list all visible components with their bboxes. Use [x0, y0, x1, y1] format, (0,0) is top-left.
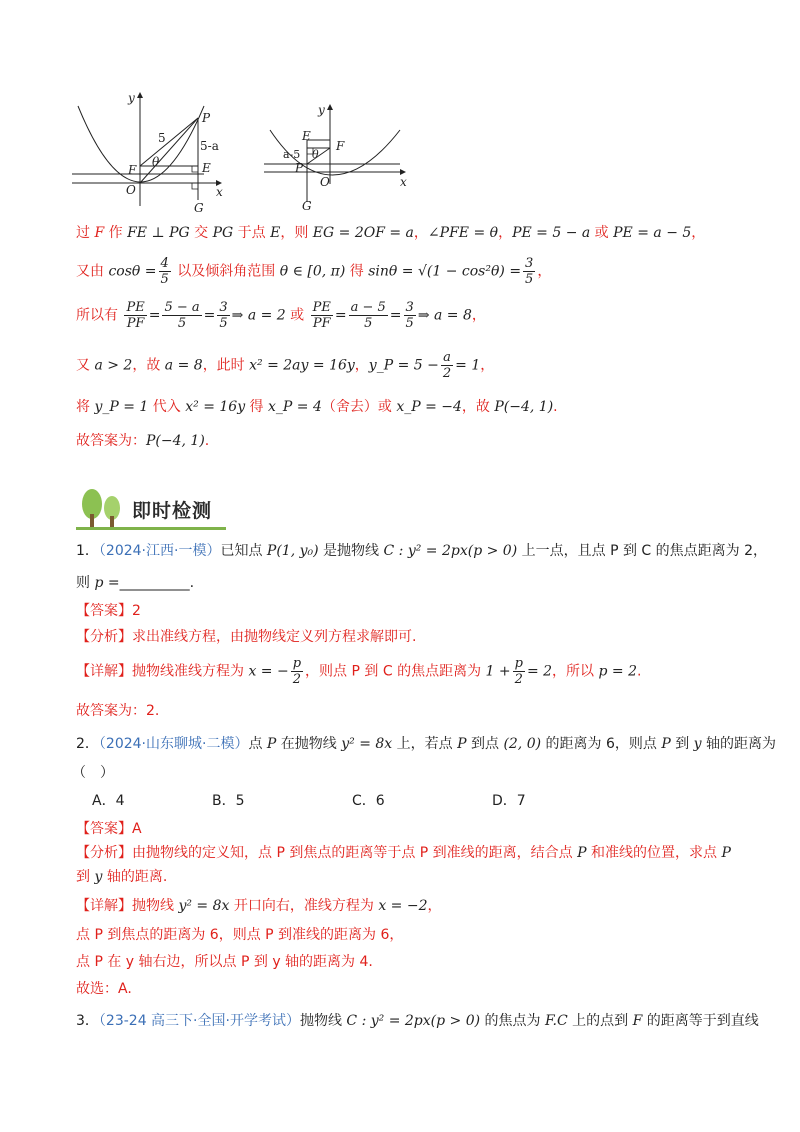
denominator: 5 [525, 272, 534, 287]
q2-detail [76, 895, 442, 915]
math: θ ∈ [0, π) [279, 263, 346, 280]
math: = [334, 307, 347, 324]
math: PG [212, 225, 234, 241]
text: （舍去）或 [321, 399, 397, 415]
text: ， [427, 898, 442, 914]
math: ⇒ a = 2 [231, 307, 286, 324]
fraction [513, 656, 525, 687]
text: 上一点，且点 P 到 C 的焦点距离为 2， [517, 543, 767, 559]
math: x = −2 [378, 898, 428, 914]
math: y² = 8x [178, 898, 230, 914]
text: 又由 [76, 263, 109, 280]
answer-tag: 【答案】 [76, 821, 132, 837]
math: PE = a − 5 [613, 225, 692, 241]
text: ，此时 [202, 357, 250, 374]
answer-value: A [132, 821, 142, 837]
denominator: 2 [292, 672, 302, 687]
q2-option-a[interactable] [92, 790, 124, 810]
denominator: 2 [442, 366, 452, 381]
math: = 2 [526, 663, 553, 680]
label-p: P [202, 111, 211, 125]
q2-option-c[interactable] [352, 790, 385, 810]
q1-analysis [76, 626, 416, 646]
math: F.C [544, 1013, 568, 1029]
text: . [189, 575, 195, 591]
label-e: E [202, 161, 211, 175]
q2-detail-line2 [76, 924, 403, 944]
text: 到点 [466, 736, 504, 752]
analysis-tag: 【分析】 [76, 629, 132, 645]
label-y: y [128, 91, 135, 105]
math: P(−4, 1) [494, 399, 554, 415]
math: a = 8 [164, 357, 203, 374]
q2-paren [72, 762, 114, 782]
y-axis-arrow [137, 92, 143, 98]
text: . [636, 663, 642, 680]
fraction [441, 350, 453, 381]
text: 将 [76, 399, 95, 415]
q1-final [76, 700, 159, 720]
denominator: 5 [219, 316, 228, 331]
q2-stem [76, 733, 776, 753]
label-o: O [320, 175, 330, 189]
text: 于点 [233, 225, 271, 241]
fraction [217, 300, 229, 331]
fraction [291, 656, 303, 687]
math: p = 2 [598, 663, 637, 680]
solution-line-5 [76, 396, 558, 416]
y-axis-arrow [327, 104, 333, 110]
text: 轴的距离为 [701, 736, 777, 752]
fraction [162, 300, 201, 331]
numerator: 4 [160, 256, 169, 271]
text: 得 [345, 263, 369, 280]
option-d-label: D．7 [492, 793, 526, 809]
figure-parabola-right [260, 100, 420, 215]
label-theta: θ [312, 148, 319, 161]
math: C : y² = 2px(p > 0) [346, 1013, 481, 1029]
math: p = [94, 575, 120, 591]
math: C : y² = 2px(p > 0) [383, 543, 518, 559]
text: 过 [76, 225, 95, 241]
denominator: 2 [514, 672, 523, 687]
denominator: 5 [364, 316, 373, 331]
text: . [553, 399, 558, 415]
option-b-label: B．5 [212, 793, 245, 809]
text: 又 [76, 357, 95, 374]
math: P(1, y₀) [266, 543, 319, 559]
fraction [404, 300, 416, 331]
text: 抛物线准线方程为 [132, 663, 249, 680]
solution-line-2 [76, 256, 551, 287]
math: P [457, 736, 467, 752]
text: ， [691, 225, 706, 241]
text: 故答案为： [76, 433, 146, 449]
text: 上，若点 [392, 736, 458, 752]
solution-line-3 [76, 300, 486, 331]
math: y_P = 5 − [368, 357, 439, 374]
q1-detail [76, 656, 641, 687]
section-title: 即时检测 [132, 500, 213, 522]
math: P(−4, 1) [146, 433, 205, 449]
label-f: F [128, 163, 137, 177]
label-theta: θ [152, 155, 160, 169]
detail-text: 点 P 在 y 轴右边，所以点 P 到 y 轴的距离为 4. [76, 954, 373, 970]
option-c-label: C．6 [352, 793, 385, 809]
math: y² = 8x [341, 736, 393, 752]
text: 抛物线 [299, 1013, 347, 1029]
q1-stem [76, 540, 767, 560]
answer-blank: __________ [119, 575, 190, 591]
numerator: 3 [525, 256, 534, 271]
math: y [94, 869, 103, 885]
q1-answer [76, 600, 141, 620]
text: 到 [76, 869, 95, 885]
figure-parabola-left [64, 88, 234, 218]
text: ，故 [461, 399, 495, 415]
source-tag: （2024·山东聊城·二模） [98, 736, 249, 752]
text: 轴的距离. [102, 869, 168, 885]
option-a-label: A．4 [92, 793, 125, 809]
math: E [270, 225, 281, 241]
numerator: p [292, 656, 302, 671]
fraction [159, 256, 171, 287]
denominator: PF [126, 316, 145, 331]
q2-answer [76, 818, 142, 838]
text: 以及倾斜角范围 [172, 263, 280, 280]
math: x_P = −4 [396, 399, 462, 415]
parabola-curve [78, 106, 204, 182]
text: 则 [76, 575, 95, 591]
answer-paren: （ ） [72, 765, 114, 781]
q2-analysis-line2 [76, 866, 167, 886]
source-tag: （23-24 高三下·全国·开学考试） [98, 1013, 300, 1029]
text: 和准线的位置，求点 [586, 845, 722, 861]
q2-analysis [76, 842, 731, 862]
analysis-text: 求出准线方程，由抛物线定义列方程求解即可. [132, 629, 417, 645]
solution-line-1 [76, 222, 705, 242]
math: x = − [248, 663, 289, 680]
label-x: x [400, 175, 407, 189]
math: = 1 [455, 357, 481, 374]
segment-fp [140, 118, 198, 166]
text: 交 [189, 225, 213, 241]
text: ， [537, 263, 552, 280]
text: ， [413, 225, 428, 241]
q2-final [76, 978, 132, 998]
math: a > 2 [94, 357, 133, 374]
text: 上的点到 [567, 1013, 633, 1029]
label-p: P [295, 161, 304, 175]
numerator: a [441, 350, 453, 366]
final-answer: 故选：A. [76, 981, 132, 997]
label-o: O [126, 183, 136, 197]
numerator: PE [126, 300, 145, 315]
text: 的距离等于到直线 [642, 1013, 759, 1029]
right-angle-mark-g [192, 183, 198, 189]
text: . [204, 433, 210, 449]
numerator: p [514, 656, 523, 671]
math: cosθ = [108, 263, 157, 280]
numerator: PE [312, 300, 331, 315]
denominator: PF [312, 316, 331, 331]
answer-value: 2 [132, 603, 141, 619]
analysis-text: 由抛物线的定义知，点 P 到焦点的距离等于点 P 到准线的距离，结合点 [132, 845, 578, 861]
solution-answer [76, 430, 209, 450]
question-number: 1． [76, 543, 99, 559]
math: ∠PFE = θ [427, 225, 499, 241]
math: FE ⊥ PG [127, 225, 190, 241]
final-answer: 故答案为：2. [76, 703, 160, 719]
fraction [124, 300, 146, 331]
math: (2, 0) [503, 736, 542, 752]
math: x_P = 4 [268, 399, 322, 415]
math: = [148, 307, 161, 324]
q2-option-b[interactable] [212, 790, 245, 810]
math: P [266, 736, 277, 752]
label-x: x [216, 185, 223, 199]
math: ⇒ a = 8 [417, 307, 472, 324]
q3-stem [76, 1010, 759, 1030]
text: 或 [590, 225, 614, 241]
question-number: 3． [76, 1013, 99, 1029]
label-5: 5 [158, 131, 166, 145]
text: 的焦点为 [480, 1013, 545, 1029]
text: ， [354, 357, 369, 374]
label-5-minus-a: 5-a [200, 139, 219, 153]
label-f: F [336, 139, 345, 153]
answer-tag: 【答案】 [76, 603, 132, 619]
numerator: a − 5 [350, 300, 386, 315]
label-g: G [302, 199, 312, 213]
math: y_P = 1 [94, 399, 149, 415]
banner-underline [76, 527, 226, 530]
denominator: 5 [405, 316, 414, 331]
math: y [693, 736, 702, 752]
text: ， [498, 225, 513, 241]
numerator: 3 [405, 300, 414, 315]
label-y: y [318, 103, 325, 117]
label-a-minus-5: a-5 [283, 148, 301, 161]
detail-tag: 【详解】 [76, 663, 132, 680]
detail-text: 点 P 到焦点的距离为 6，则点 P 到准线的距离为 6， [76, 927, 404, 943]
math: PE = 5 − a [512, 225, 591, 241]
text: 或 [285, 307, 309, 324]
math: 1 + [485, 663, 511, 680]
denominator: 5 [160, 272, 169, 287]
detail-tag: 【详解】 [76, 898, 132, 914]
q2-option-d[interactable] [492, 790, 526, 810]
label-g: G [194, 201, 204, 215]
math: EG = 2OF = a [312, 225, 414, 241]
text: 在抛物线 [276, 736, 342, 752]
text: 开口向右，准线方程为 [229, 898, 379, 914]
q1-stem-line2 [76, 572, 194, 592]
math: = [203, 307, 216, 324]
fraction [523, 256, 535, 287]
label-e: E [302, 129, 311, 143]
numerator: 3 [219, 300, 228, 315]
math: x² = 16y [185, 399, 246, 415]
text: ，则点 P 到 C 的焦点距离为 [305, 663, 486, 680]
text: 已知点 [220, 543, 267, 559]
fraction [311, 300, 333, 331]
text: 到 [670, 736, 694, 752]
text: 所以有 [76, 307, 123, 324]
text: ，所以 [552, 663, 599, 680]
right-angle-mark [192, 166, 198, 172]
question-number: 2． [76, 736, 99, 752]
text: 得 [245, 399, 269, 415]
segment-op [140, 118, 198, 183]
math: F [632, 1013, 643, 1029]
solution-line-4 [76, 350, 494, 381]
math: P [577, 845, 587, 861]
text: 是抛物线 [318, 543, 384, 559]
analysis-tag: 【分析】 [76, 845, 132, 861]
math: x² = 2ay = 16y [249, 357, 355, 374]
text: 作 [104, 225, 128, 241]
text: 抛物线 [132, 898, 179, 914]
text: 的距离为 6，则点 [541, 736, 662, 752]
math: P [661, 736, 671, 752]
math: sinθ = √(1 − cos²θ) = [368, 263, 522, 280]
q2-detail-line3 [76, 951, 373, 971]
text: ，则 [280, 225, 313, 241]
math: F [94, 225, 105, 241]
numerator: 5 − a [164, 300, 200, 315]
text: 点 [248, 736, 267, 752]
math: P [721, 845, 731, 861]
text: ， [480, 357, 495, 374]
text: ，故 [132, 357, 165, 374]
denominator: 5 [177, 316, 187, 331]
fraction [349, 300, 388, 331]
math: = [389, 307, 402, 324]
text: ， [471, 307, 486, 324]
text: 代入 [148, 399, 186, 415]
source-tag: （2024·江西·一模） [98, 543, 221, 559]
